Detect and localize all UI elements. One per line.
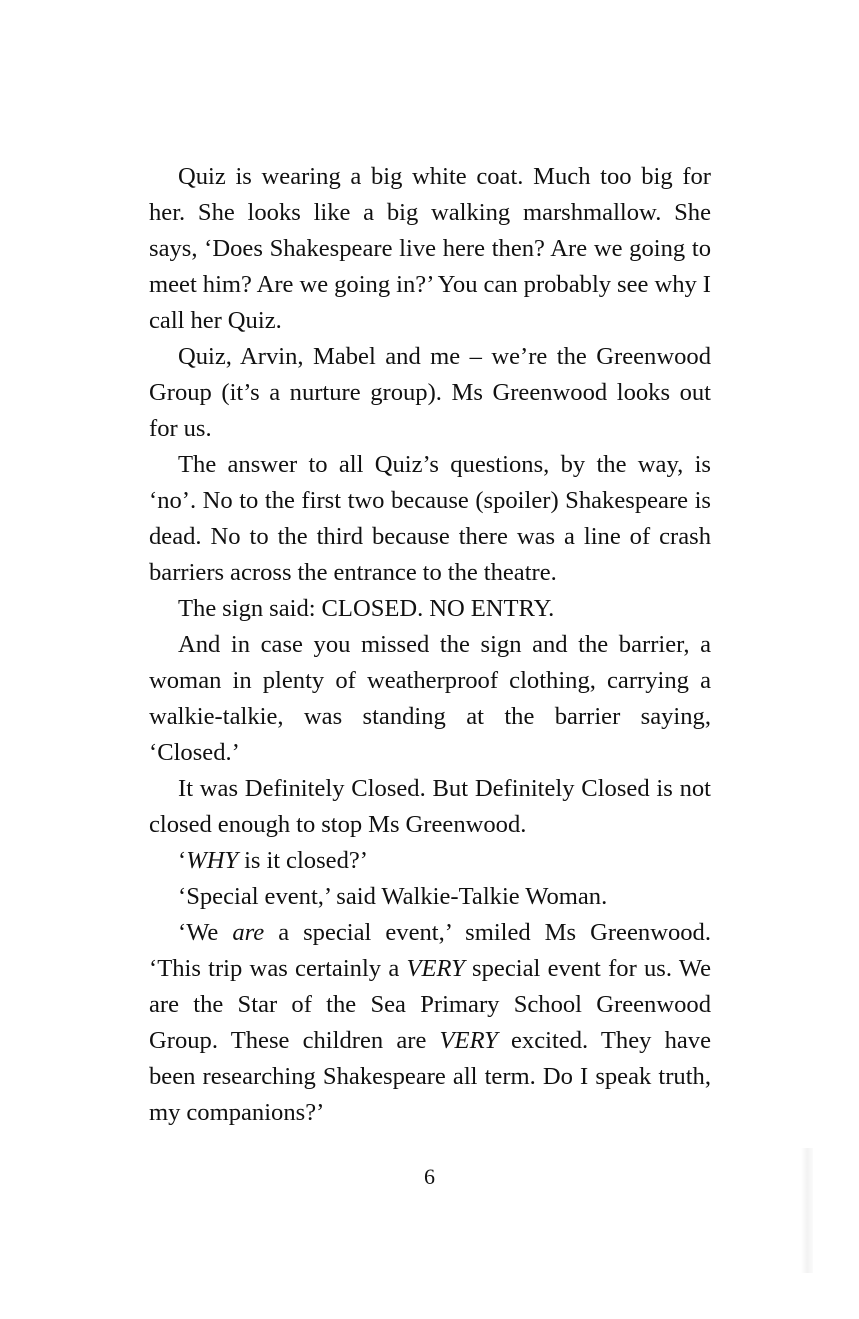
text-segment-italic: VERY [439,1027,498,1054]
text-segment-italic: VERY [406,955,465,982]
text-segment: And in case you missed the sign and the barrier, a woman in plenty of weatherproof clothing, carrying a walkie-talkie, was standing at the barrier saying, ‘Closed.’ [149,631,711,766]
text-segment-italic: WHY [186,847,239,874]
paragraph-walkie-talkie-woman [149,627,711,771]
text-segment: ‘Special event,’ said Walkie-Talkie Woman. [178,883,608,910]
text-segment: It was Definitely Closed. But Definitely Closed is not closed enough to stop Ms Greenwood. [149,775,711,838]
text-segment: The answer to all Quiz’s questions, by the way, is ‘no’. No to the first two because (spoiler) Shakespeare is dead. No to the third because there was a line of crash barriers across the entrance to the theatre. [149,451,711,586]
paragraph-greenwood-group [149,339,711,447]
text-segment: Quiz is wearing a big white coat. Much too big for her. She looks like a big walking marshmallow. She says, ‘Does Shakespeare live here then? Are we going to meet him? Are we going in?’ You can probably see why I call her Quiz. [149,163,711,334]
text-segment: Quiz, Arvin, Mabel and me – we’re the Greenwood Group (it’s a nurture group). Ms Greenwood looks out for us. [149,343,711,442]
paragraph-special-event [149,879,711,915]
book-page-text [149,159,711,1131]
text-segment: The sign said: CLOSED. NO ENTRY. [178,595,555,622]
paragraph-quiz-coat [149,159,711,339]
paragraph-answer-no [149,447,711,591]
text-segment: special event for us. We are the Star of the Sea Primary School Greenwood Group. These children are [149,955,711,1054]
text-segment: ‘ [178,847,187,874]
text-segment: is it closed?’ [238,847,368,874]
page-number: 6 [424,1164,435,1189]
text-segment-italic: are [232,919,265,946]
text-segment: a special event,’ smiled Ms Greenwood. ‘This trip was certainly a [149,919,711,982]
paragraph-sign [149,591,711,627]
paragraph-why-closed [149,843,711,879]
text-segment: ‘We [178,919,233,946]
paragraph-definitely-closed [149,771,711,843]
paragraph-we-are-special [149,915,711,1131]
page-edge-shadow [801,1148,813,1273]
text-segment: excited. They have been researching Shakespeare all term. Do I speak truth, my companions?’ [149,1027,712,1126]
